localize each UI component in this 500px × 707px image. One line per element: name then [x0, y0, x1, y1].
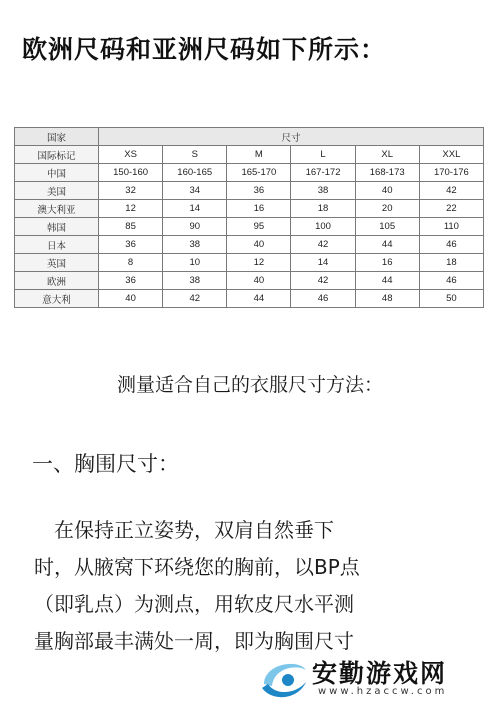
size-value-cell: 32	[99, 182, 163, 200]
size-value-cell: 46	[419, 236, 483, 254]
size-value-cell: 12	[227, 254, 291, 272]
size-value-cell: 38	[163, 236, 227, 254]
standard-size-cell: L	[291, 146, 355, 164]
chest-section-heading: 一、胸围尺寸：	[32, 452, 179, 476]
size-value-cell: 100	[291, 218, 355, 236]
size-value-cell: 40	[99, 290, 163, 308]
watermark-url: www.hzaccw.com	[318, 686, 448, 697]
size-value-cell: 40	[227, 236, 291, 254]
size-value-cell: 167-172	[291, 164, 355, 182]
paragraph-line: （即乳点）为测点，用软皮尺水平测	[34, 592, 354, 616]
size-value-cell: 48	[355, 290, 419, 308]
country-cell: 意大利	[15, 290, 99, 308]
table-header-row	[15, 128, 484, 146]
size-value-cell: 38	[291, 182, 355, 200]
watermark-brand: 安勤游戏网	[312, 659, 448, 688]
country-cell: 中国	[15, 164, 99, 182]
size-value-cell: 90	[163, 218, 227, 236]
size-value-cell: 16	[227, 200, 291, 218]
header-country: 国家	[15, 128, 99, 146]
size-value-cell: 10	[163, 254, 227, 272]
page-title: 欧洲尺码和亚洲尺码如下所示：	[22, 35, 387, 64]
size-value-cell: 14	[163, 200, 227, 218]
size-value-cell: 110	[419, 218, 483, 236]
standard-size-cell: M	[227, 146, 291, 164]
country-cell: 英国	[15, 254, 99, 272]
size-value-cell: 22	[419, 200, 483, 218]
size-value-cell: 150-160	[99, 164, 163, 182]
size-value-cell: 46	[419, 272, 483, 290]
size-value-cell: 34	[163, 182, 227, 200]
measure-method-heading: 测量适合自己的衣服尺寸方法：	[116, 374, 383, 396]
chest-instructions	[34, 512, 474, 660]
table-row	[15, 164, 484, 182]
country-cell: 日本	[15, 236, 99, 254]
watermark	[258, 652, 493, 702]
standard-size-cell: XXL	[419, 146, 483, 164]
size-value-cell: 50	[419, 290, 483, 308]
size-value-cell: 44	[355, 272, 419, 290]
standard-size-row	[15, 146, 484, 164]
size-value-cell: 8	[99, 254, 163, 272]
size-value-cell: 16	[355, 254, 419, 272]
size-value-cell: 36	[227, 182, 291, 200]
size-value-cell: 40	[227, 272, 291, 290]
size-value-cell: 46	[291, 290, 355, 308]
table-row	[15, 236, 484, 254]
size-value-cell: 36	[99, 236, 163, 254]
country-cell: 韩国	[15, 218, 99, 236]
size-table-body	[15, 164, 484, 308]
size-value-cell: 20	[355, 200, 419, 218]
size-value-cell: 42	[163, 290, 227, 308]
size-value-cell: 168-173	[355, 164, 419, 182]
paragraph-line: 量胸部最丰满处一周，即为胸围尺寸	[34, 629, 354, 653]
size-value-cell: 42	[291, 236, 355, 254]
table-row	[15, 254, 484, 272]
table-row	[15, 272, 484, 290]
size-value-cell: 85	[99, 218, 163, 236]
country-cell: 美国	[15, 182, 99, 200]
size-value-cell: 105	[355, 218, 419, 236]
size-value-cell: 95	[227, 218, 291, 236]
size-value-cell: 44	[355, 236, 419, 254]
standard-size-cell: XS	[99, 146, 163, 164]
table-row	[15, 218, 484, 236]
header-size: 尺寸	[99, 128, 484, 146]
size-table	[14, 127, 484, 308]
size-value-cell: 12	[99, 200, 163, 218]
country-cell: 澳大利亚	[15, 200, 99, 218]
size-value-cell: 18	[291, 200, 355, 218]
size-value-cell: 14	[291, 254, 355, 272]
size-value-cell: 42	[291, 272, 355, 290]
size-value-cell: 44	[227, 290, 291, 308]
table-row	[15, 182, 484, 200]
table-row	[15, 290, 484, 308]
size-value-cell: 38	[163, 272, 227, 290]
size-value-cell: 36	[99, 272, 163, 290]
size-value-cell: 160-165	[163, 164, 227, 182]
standard-size-cell: S	[163, 146, 227, 164]
size-value-cell: 18	[419, 254, 483, 272]
size-value-cell: 165-170	[227, 164, 291, 182]
paragraph-line: 在保持正立姿势，双肩自然垂下	[34, 518, 334, 542]
paragraph-line: 时，从腋窝下环绕您的胸前，以BP点	[34, 555, 360, 579]
size-value-cell: 170-176	[419, 164, 483, 182]
standard-label: 国际标记	[15, 146, 99, 164]
country-cell: 欧洲	[15, 272, 99, 290]
size-value-cell: 42	[419, 182, 483, 200]
site-logo-icon	[258, 654, 310, 702]
standard-size-cell: XL	[355, 146, 419, 164]
table-row	[15, 200, 484, 218]
size-value-cell: 40	[355, 182, 419, 200]
size-chart	[14, 127, 484, 308]
